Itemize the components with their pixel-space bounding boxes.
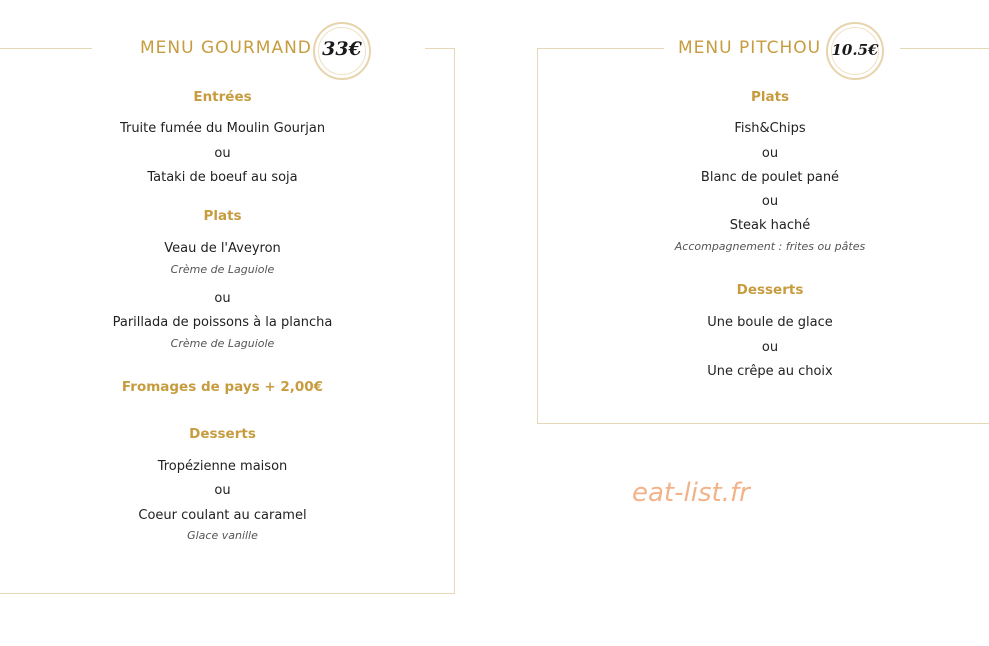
menu-item: Truite fumée du Moulin Gourjan bbox=[119, 121, 326, 136]
menu-pitchou-title: MENU PITCHOU bbox=[678, 38, 822, 58]
menu-pitchou-content bbox=[550, 0, 989, 430]
section-fromages: Fromages de pays + 2,00€ bbox=[121, 379, 324, 395]
section-plats: Plats bbox=[750, 89, 790, 105]
or-separator: ou bbox=[761, 194, 779, 209]
or-separator: ou bbox=[214, 483, 231, 498]
menu-item: Parillada de poissons à la plancha bbox=[112, 315, 333, 330]
price-gourmand: 33€ bbox=[322, 38, 362, 60]
menu-item-note: Crème de Laguiole bbox=[170, 263, 275, 276]
menu-item: Fish&Chips bbox=[734, 121, 806, 136]
menu-item: Veau de l'Aveyron bbox=[164, 241, 281, 256]
menu-gourmand-title: MENU GOURMAND bbox=[140, 38, 312, 58]
menu-item: Coeur coulant au caramel bbox=[138, 508, 307, 523]
menu-item-note: Glace vanille bbox=[187, 529, 258, 542]
section-entrees: Entrées bbox=[193, 89, 252, 105]
menu-gourmand-content bbox=[0, 0, 445, 600]
menu-item: Tataki de boeuf au soja bbox=[147, 170, 298, 185]
menu-item-note: Crème de Laguiole bbox=[170, 337, 275, 350]
section-desserts: Desserts bbox=[736, 282, 804, 298]
menu-item: Une boule de glace bbox=[707, 315, 833, 330]
menu-item: Tropézienne maison bbox=[157, 459, 288, 474]
menu-item: Une crêpe au choix bbox=[707, 364, 833, 379]
or-separator: ou bbox=[761, 340, 779, 355]
menu-item: Blanc de poulet pané bbox=[700, 170, 840, 185]
section-desserts: Desserts bbox=[189, 426, 256, 442]
menu-item-note: Accompagnement : frites ou pâtes bbox=[674, 240, 866, 253]
section-plats: Plats bbox=[203, 208, 242, 224]
menu-item: Steak haché bbox=[729, 218, 811, 233]
or-separator: ou bbox=[761, 146, 779, 161]
price-pitchou: 10.5€ bbox=[831, 41, 879, 59]
or-separator: ou bbox=[214, 291, 231, 306]
or-separator: ou bbox=[214, 146, 231, 161]
watermark: eat-list.fr bbox=[632, 478, 750, 508]
